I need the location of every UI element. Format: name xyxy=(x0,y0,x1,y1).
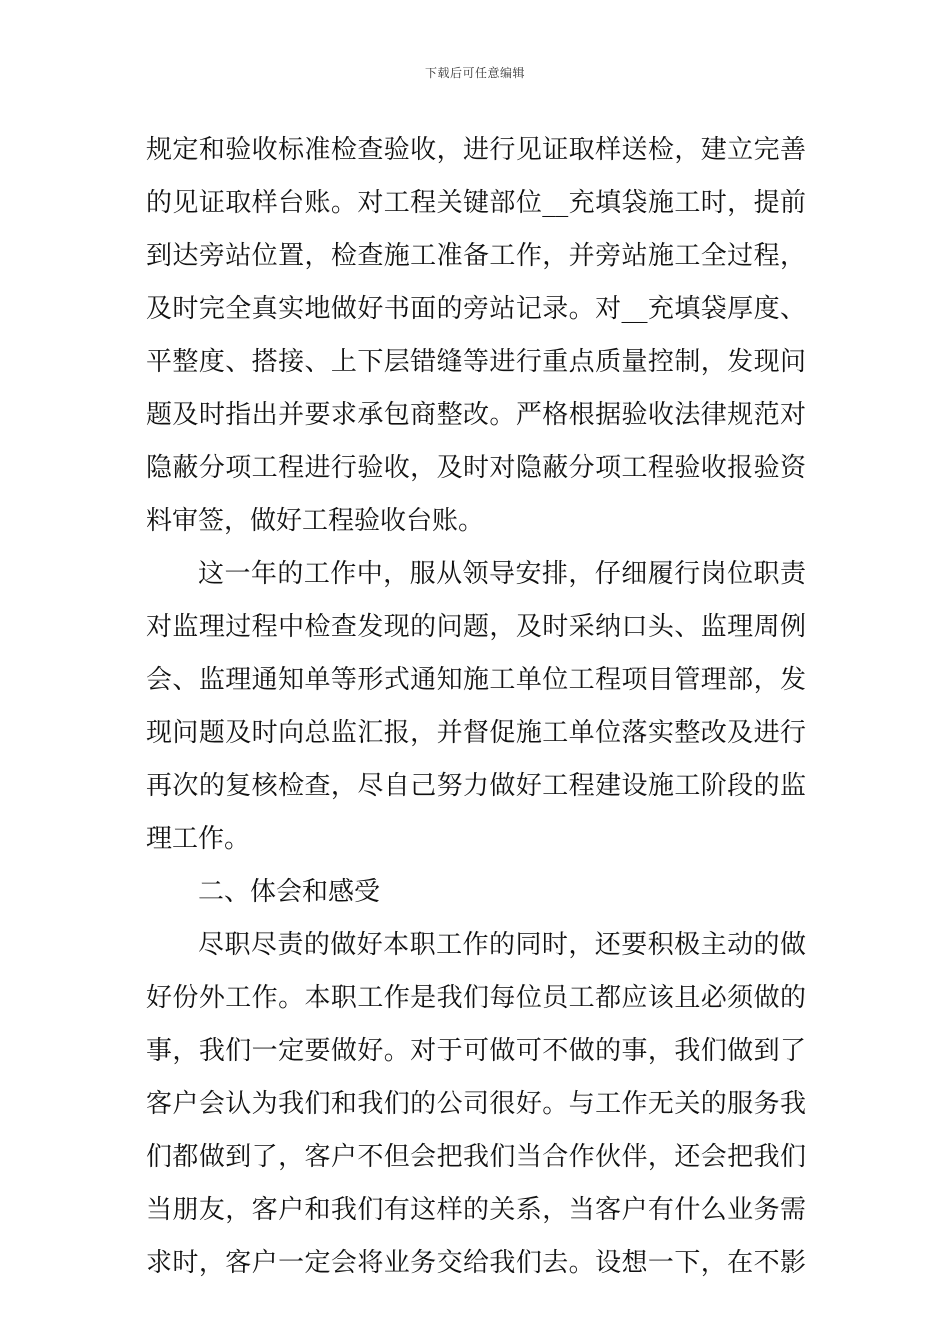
text-line: 题及时指出并要求承包商整改。严格根据验收法律规范对 xyxy=(146,400,806,430)
text-line: 再次的复核检查，尽自己努力做好工程建设施工阶段的监 xyxy=(146,771,806,801)
text-line: 这一年的工作中，服从领导安排，仔细履行岗位职责 xyxy=(198,559,806,589)
text-line: 料审签，做好工程验收台账。 xyxy=(146,506,485,536)
text-line: 尽职尽责的做好本职工作的同时，还要积极主动的做 xyxy=(198,930,806,960)
text-line: 事，我们一定要做好。对于可做可不做的事，我们做到了 xyxy=(146,1036,806,1066)
page-header: 下载后可任意编辑 xyxy=(424,66,525,80)
text-line: 当朋友，客户和我们有这样的关系，当客户有什么业务需 xyxy=(146,1195,806,1225)
text-line: 到达旁站位置，检查施工准备工作，并旁站施工全过程， xyxy=(146,241,806,271)
text-line: 好份外工作。本职工作是我们每位员工都应该且必须做的 xyxy=(146,983,806,1013)
text-line: 的见证取样台账。对工程关键部位__充填袋施工时，提前 xyxy=(146,188,806,218)
text-line: 理工作。 xyxy=(146,824,251,854)
text-line: 现问题及时向总监汇报，并督促施工单位落实整改及进行 xyxy=(146,718,806,748)
text-line: 隐蔽分项工程进行验收，及时对隐蔽分项工程验收报验资 xyxy=(146,453,806,483)
text-line: 客户会认为我们和我们的公司很好。与工作无关的服务我 xyxy=(146,1089,806,1119)
text-line: 平整度、搭接、上下层错缝等进行重点质量控制，发现问 xyxy=(146,347,806,377)
text-line: 求时，客户一定会将业务交给我们去。设想一下，在不影 xyxy=(146,1248,806,1278)
text-line: 对监理过程中检查发现的问题，及时采纳口头、监理周例 xyxy=(146,612,806,642)
document-body xyxy=(146,124,806,1290)
text-line: 二、体会和感受 xyxy=(198,877,381,907)
text-line: 规定和验收标准检查验收，进行见证取样送检，建立完善 xyxy=(146,135,806,165)
text-line: 会、监理通知单等形式通知施工单位工程项目管理部，发 xyxy=(146,665,806,695)
text-line: 们都做到了，客户不但会把我们当合作伙伴，还会把我们 xyxy=(146,1142,806,1172)
text-line: 及时完全真实地做好书面的旁站记录。对__充填袋厚度、 xyxy=(146,294,806,324)
